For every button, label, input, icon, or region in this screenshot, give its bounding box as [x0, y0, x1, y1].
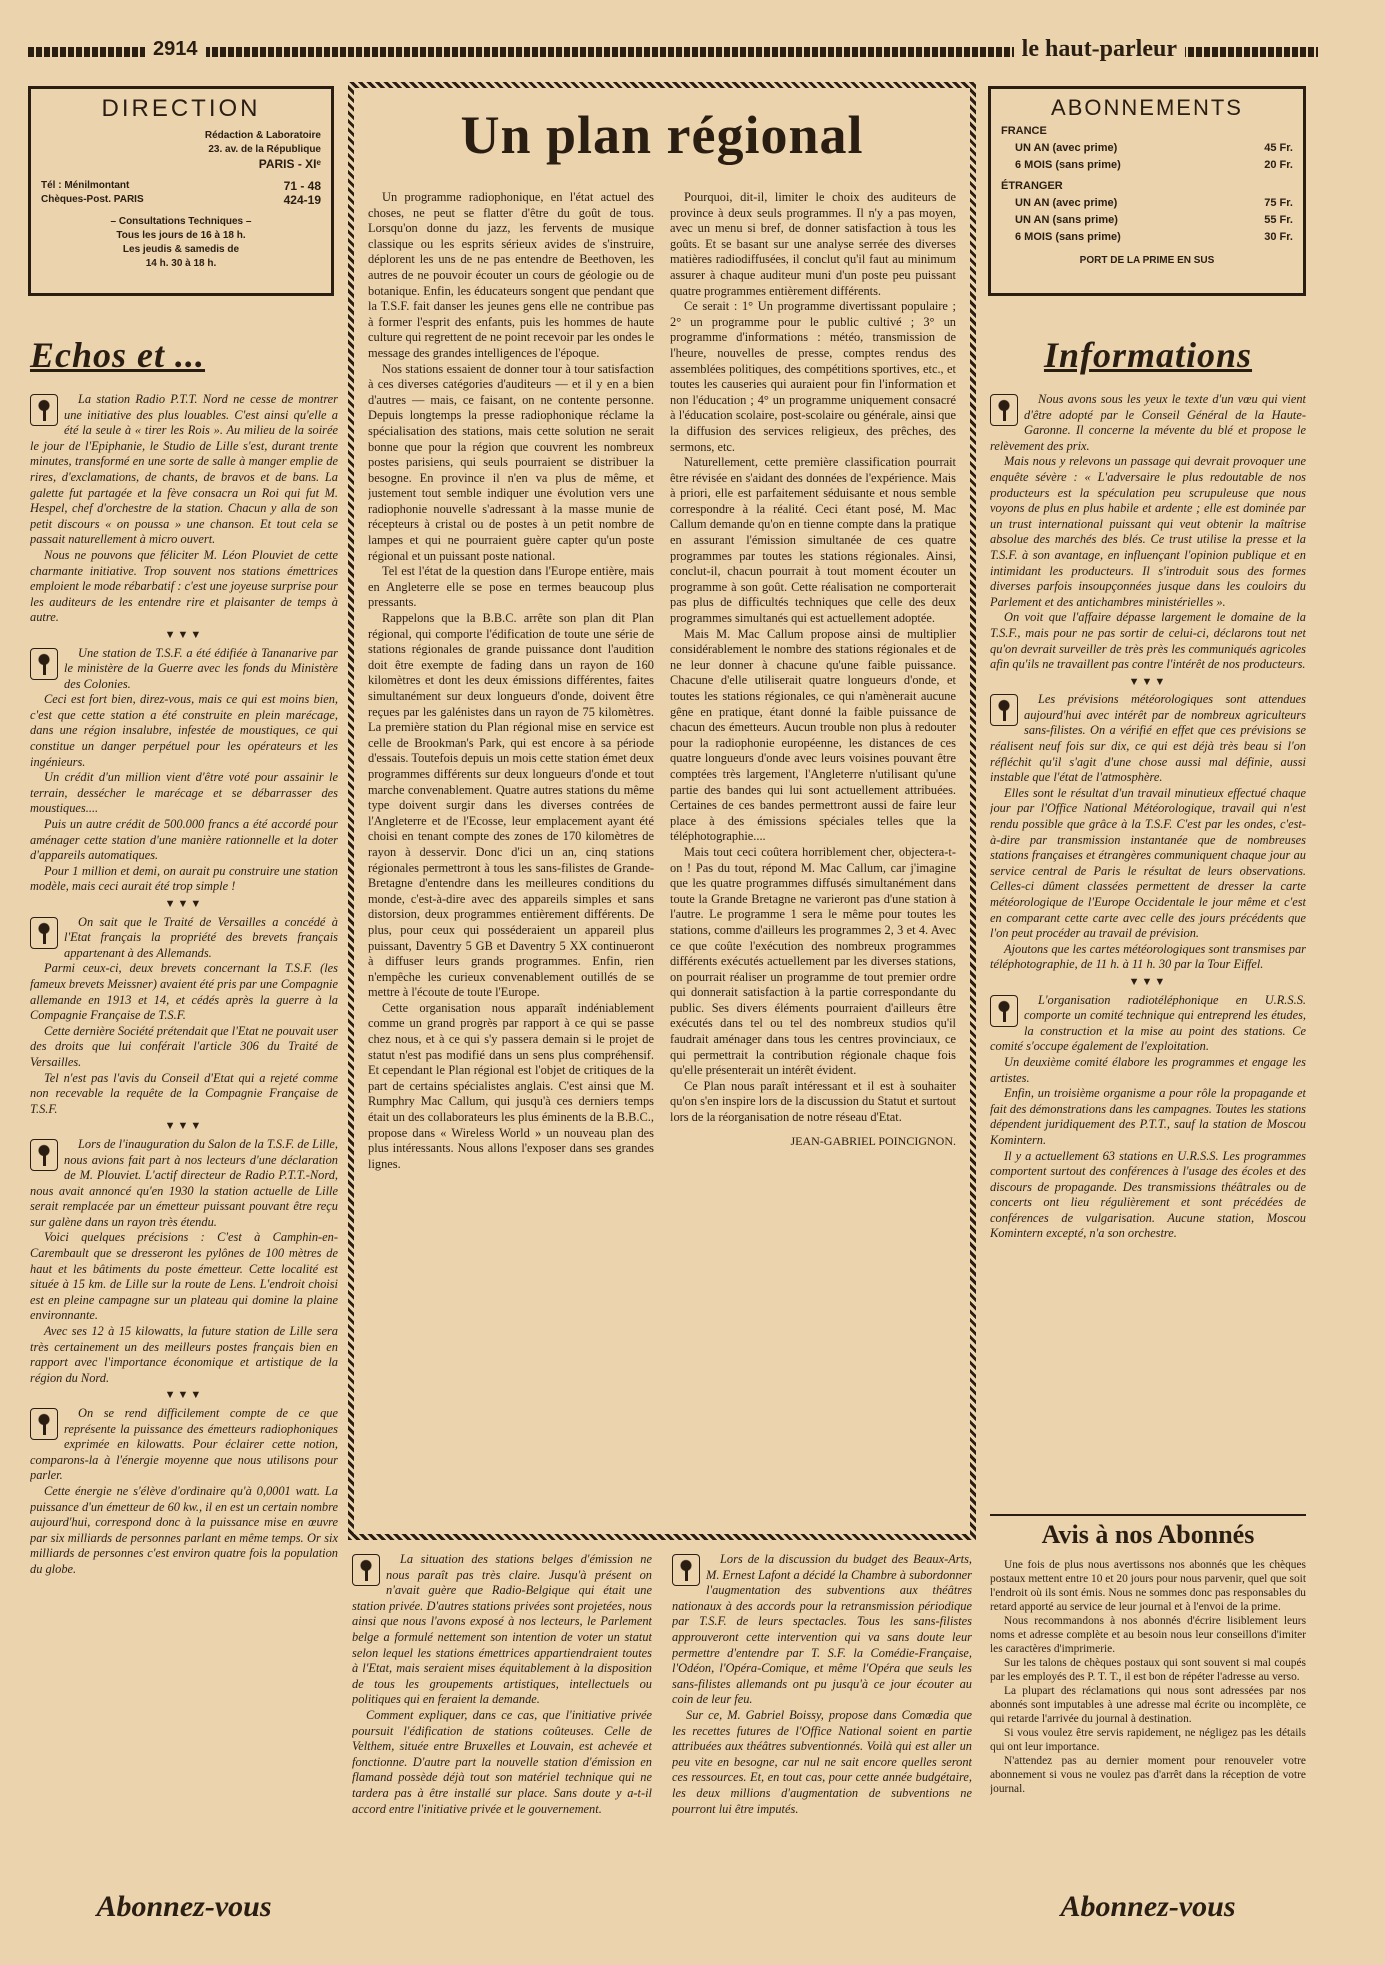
separator: ▼▼▼ — [164, 1389, 204, 1402]
echos-paragraph: Un crédit d'un million vient d'être voté pour assainir le terrain, dessécher le marécage et se débarrasser des moustiques.... — [30, 770, 338, 816]
article-paragraph: Mais M. Mac Callum propose ainsi de multiplier considérablement le nombre des stations régionales et de ne leur donner à chacune qu'une faible puissance. Chacune d'elle utiliserait quatre longueurs d'onde, et toutes les stations régionales, ce qui n'amènerait aucune gêne en pratique, étant donné la faible puissance de chacun des émetteurs. Aucun trouble non plus à redouter pour la radiophonie européenne, les distances de ces quatre longueurs d'onde avec leurs voisines pouvant être comptées très largement, l'Angleterre n'utilisant qu'une partie des bandes qui lui sont actuellement attribuées. Certaines de ces bandes permettront aussi de faire leur place à des émissions spéciales telles que la téléphotographie.... — [670, 626, 956, 844]
echos-paragraph: Lors de l'inauguration du Salon de la T.S.F. de Lille, nous avions fait part à nos lecteurs d'une déclaration de M. Plouviet. L'actif directeur de Radio P.T.T.-Nord, nous avait annoncé qu'en 1930 la station actuelle de Lille serait remplacée par un émetteur puissant pouvant être reçu sur galène dans un rayon très étendu. — [30, 1136, 338, 1229]
cheques-label: Chèques-Post. PARIS — [41, 194, 144, 205]
speaker-icon — [30, 648, 58, 680]
echos-column — [30, 392, 338, 1880]
fr-row-price: 20 Fr. — [1264, 159, 1293, 171]
separator: ▼▼▼ — [1128, 675, 1168, 688]
consult-title: – Consultations Techniques – — [110, 216, 252, 227]
speaker-icon — [30, 394, 58, 426]
echos-paragraph: Ceci est fort bien, direz-vous, mais ce qui est moins bien, c'est que cette station a été construite en plein marécage, dans une région insalubre, infestée de moustiques, ce qui constitue un danger perpétuel pour les opérateurs et les ingénieurs. — [30, 692, 338, 769]
speaker-icon — [990, 995, 1018, 1027]
et-row-label: UN AN (avec prime) — [1015, 197, 1118, 209]
article-col-2 — [670, 190, 956, 1520]
abonnements-title: ABONNEMENTS — [1051, 95, 1243, 120]
article-col-1 — [368, 190, 654, 1520]
avis-paragraph: Sur les talons de chèques postaux qui sont souvent si mal coupés par les employés des P. T. T., il est bon de répéter l'adresse au verso. — [990, 1657, 1306, 1683]
article-paragraph: Ce serait : 1° Un programme divertissant populaire ; 2° un programme pour le public cultivé ; 3° un programme d'informations : météo, transmission de l'heure, nouvelles de presse, comptes rendus des assemblées politiques, des compétitions sportives, etc., et toutes les causeries qui auraient pour fin l'information et non l'éducation ; 4° un programme uniquement consacré à l'éducation scolaire, post-scolaire ou générale, ainsi que la diffusion des services religieux, des prêches, des sermons, etc. — [670, 299, 956, 454]
speaker-icon — [30, 917, 58, 949]
et-row-price: 75 Fr. — [1264, 197, 1293, 209]
speaker-icon — [672, 1554, 700, 1586]
infos-heading — [990, 334, 1306, 376]
direction-line2: 23. av. de la République — [208, 144, 321, 155]
infos-column — [990, 392, 1306, 1508]
avis-paragraph: Une fois de plus nous avertissons nos abonnés que les chèques postaux mettent entre 10 et 20 jours pour nous parvenir, quel que soit l'endroit où ils sont émis. Nous ne sommes donc pas responsables du retard apporté au service de leur journal et à l'envoi de la prime. — [990, 1559, 1306, 1613]
echos-paragraph: Une station de T.S.F. a été édifiée à Tananarive par le ministère de la Guerre avec les fonds du Ministère des Colonies. — [64, 645, 338, 691]
article-paragraph: Rappelons que la B.B.C. arrête son plan dit Plan régional, qui comporte l'édification de toute une série de stations régionales de grande puissance dont l'audition doit être exempte de fading dans un rayon de 160 kilomètres et dont les deux émissions différentes, faites simultanément sur deux longueurs d'onde, doivent être reçues par les galénistes dans un rayon de 75 kilomètres. La première station du Plan régional mise en service est celle de Brookman's Park, qui est encore à sa période d'essais. Toutefois depuis un mois cette station émet deux programmes différents sur deux longueurs d'onde et tout marche convenablement. Quatre autres stations du même type doivent surgir dans les diverses contrées de l'Angleterre et de l'Ecosse, leur emplacement ayant été choisi en tenant compte des zones de 170 kilomètres de rayon à desservir. Donc d'ici un an, cinq stations régionales permettront à tous les sans-filistes de Grande-Bretagne d'entendre dans les meilleures conditions du monde, c'est-à-dire avec des appareils simples et sans distorsion, deux programmes entièrement différents. De plus, pour ceux qui posséderaient un appareil plus puissant, Daventry 5 GB et Daventry 5 XX continueront à diffuser leurs grands programmes. Enfin, rien n'empêche les curieux convenablement outillés de se mettre à l'écoute de toute l'Europe. — [368, 611, 654, 1000]
speaker-icon — [352, 1554, 380, 1586]
et-row-price: 30 Fr. — [1264, 231, 1293, 243]
echos-paragraph: La station Radio P.T.T. Nord ne cesse de montrer une initiative des plus louables. C'est ainsi qu'elle a été la seule à « tirer les Rois ». Au milieu de la soirée le jour de l'Epiphanie, le Studio de Lille s'est, durant trente minutes, transformé en une sorte de salle à manger emplie de rires, d'exclamations, de chants, de bravos et de bans. La galette fut partagée et la fève consacra un Roi qui fut M. Hespel, chef d'orchestre de la station. Chacun y alla de son petit discours « on poussa » une chanson. Et tout cela se passait naturellement à micro ouvert. — [30, 392, 338, 547]
journal-name: le haut-parleur — [1014, 36, 1185, 63]
france-label: FRANCE — [1001, 125, 1047, 137]
avis-paragraph: La plupart des réclamations qui nous sont adressées par nos abonnés sont imputables à une adresse mal écrite ou incomplète, ce qui retarde l'arrivée du journal à destination. — [990, 1685, 1306, 1725]
avis-paragraph: Nous recommandons à nos abonnés d'écrire lisiblement leurs noms et adresse complète et au besoin nous leur conseillons d'imiter les caractères d'imprimerie. — [990, 1615, 1306, 1655]
direction-line3: PARIS - XIᵉ — [258, 157, 321, 171]
avis-paragraph: Si vous voulez être servis rapidement, ne négligez pas les détails qui ont leur importance. — [990, 1727, 1306, 1753]
infos-paragraph: Elles sont le résultat d'un travail minutieux effectué chaque jour par l'Office National Météorologique, travail qui n'est rendu possible que grâce à la T.S.F. C'est par les ondes, c'est-à-dire par transmission instantanée que de nombreuses stations françaises et étrangères communiquent chaque jour au service central de Paris le résultat de leurs observations. Celles-ci dûment classées permettent de dresser la carte météorologique de l'Europe Occidentale le jour même et c'est en comparant cette carte avec celle des jours précédents que l'on peut procéder au travail de prévision. — [990, 785, 1306, 941]
bottom-col-2 — [672, 1552, 972, 1932]
abonnements-box — [988, 86, 1306, 296]
direction-box — [28, 86, 334, 296]
direction-line1: Rédaction & Laboratoire — [204, 130, 321, 141]
bottom-paragraph: Lors de la discussion du budget des Beaux-Arts, M. Ernest Lafont a décidé la Chambre à subordonner l'augmentation des subventions aux théâtres nationaux à des accords pour la retransmission périodique par T.S.F. de leurs spectacles. Tous les sans-filistes approuveront cette intervention qui va sans doute leur permettre d'entendre par T. S.F. la Comédie-Française, l'Odéon, l'Opéra-Comique, et même l'Opéra que seuls les sans-filistes allemands ont pu jusqu'à ce jour écouter au coin de leur feu. — [672, 1552, 972, 1707]
fr-row-label: UN AN (avec prime) — [1015, 142, 1118, 154]
separator: ▼▼▼ — [164, 898, 204, 910]
echos-paragraph: Pour 1 million et demi, on aurait pu construire une station modèle, mais ceci aurait été trop simple ! — [30, 863, 338, 894]
fr-row-price: 45 Fr. — [1264, 142, 1293, 154]
echos-paragraph: Voici quelques précisions : C'est à Camphin-en-Carembault que se dresseront les pylônes de 100 mètres de haut et les bâtiments du poste émetteur. Cette localité est située à 15 km. de Lille sur la route de Lens. L'endroit choisi est en pleine campagne sur un plateau qui domine la plaine environnante. — [30, 1230, 338, 1323]
article-paragraph: Naturellement, cette première classification pourrait être révisée en s'aidant des données de l'expérience. Mais à priori, elle est parfaitement séduisante et nous semble correspondre à la réalité. Ceci étant posé, M. Mac Callum demande qu'on en tienne compte dans la pratique en assurant l'émission simultanée de ces quatre programmes par toutes les stations régionales. Ainsi, conclut-il, chacun pourrait à tout moment écouter un programme à son goût. Cette réalisation ne comporterait pas plus de difficultés techniques que celle des deux programmes simultanés qui est actuellement adoptée. — [670, 455, 956, 626]
speaker-icon — [30, 1408, 58, 1440]
bottom-paragraph: La situation des stations belges d'émission ne nous paraît pas très claire. Jusqu'à présent on n'avait guère que Radio-Belgique qui était une station privée. D'autres stations privées sont projetées, nous ainsi que nous l'avons exposé à nos lecteurs, le Parlement belge a formulé nettement son intention de voter un statut selon lequel les stations émettrices appartiendraient toutes à l'Etat, mais seraient mises équitablement à la disposition de tous les groupements artistiques, intellectuels ou politiques qui en feraient la demande. — [352, 1552, 652, 1707]
et-row-label: 6 MOIS (sans prime) — [1015, 231, 1121, 243]
infos-paragraph: Enfin, un troisième organisme a pour rôle la propagande et fait des démonstrations dans les campagnes. Toutes les stations dépendent juridiquement des P.T.T., sauf la station de Moscou Komintern. — [990, 1086, 1306, 1147]
echos-paragraph: Tel n'est pas l'avis du Conseil d'Etat qui a rejeté comme non recevable la requête de la Compagnie Française de T.S.F. — [30, 1070, 338, 1116]
et-row-label: UN AN (sans prime) — [1015, 214, 1118, 226]
echos-paragraph: On sait que le Traité de Versailles a concédé à l'Etat français la propriété des brevets français appartenant à des Allemands. — [64, 914, 338, 960]
article-signature: JEAN-GABRIEL POINCIGNON. — [790, 1133, 956, 1148]
etranger-label: ÉTRANGER — [1001, 180, 1063, 192]
et-row-price: 55 Fr. — [1264, 214, 1293, 226]
echos-paragraph: Nous ne pouvons que féliciter M. Léon Plouviet de cette charmante initiative. Trop souvent nos stations émettrices emploient le mode rébarbatif : c'est une joyeuse surprise pour les auditeurs de les entendre rire et plaisanter de temps à autre. — [30, 547, 338, 625]
consult-line3: 14 h. 30 à 18 h. — [145, 258, 217, 269]
separator: ▼▼▼ — [164, 1120, 204, 1133]
echos-paragraph: Avec ses 12 à 15 kilowatts, la future station de Lille sera très certainement un des meilleurs postes français bien en rapport avec l'importance économique et artistique de la région du Nord. — [30, 1324, 338, 1385]
consult-line2: Les jeudis & samedis de — [122, 244, 240, 255]
article-title: Un plan régional — [460, 105, 864, 165]
tel-value: 71 - 48 — [283, 179, 321, 193]
speaker-icon — [990, 694, 1018, 726]
port-note: PORT DE LA PRIME EN SUS — [1079, 255, 1215, 266]
separator: ▼▼▼ — [1128, 975, 1168, 988]
article-paragraph: Cette organisation nous apparaît indéniablement comme un grand progrès par rapport à ce qui se passe chez nous, et à ce qui s'y passera demain si le projet de statut n'est pas modifié dans un sens plus compréhensif. Et cependant le Plan régional est l'objet de critiques de la part de certains spécialistes anglais. C'est ainsi que M. Rumphry Mac Callum, qui jusqu'à ces derniers temps était un des collaborateurs les plus éminents de la B.B.C., propose dans « Wireless World » un nouveau plan des plus intéressants. Nous allons l'exposer dans ses grandes lignes. — [368, 1000, 654, 1171]
infos-paragraph: Mais nous y relevons un passage qui devrait provoquer une enquête sévère : « L'adversaire le plus redoutable de nos producteurs est la spéculation peu scrupuleuse que nous voyons de plus en plus habile et ardente ; elle est dominée par un trust international puissant qui veut obtenir la maîtrise absolue des marchés des blés. Ce trust utilise la presse et la T.S.F. à son avantage, en influençant l'opinion publique et en intimidant les producteurs. Il s'introduit sous des formes diverses parfois insoupçonnées jusque dans les couloirs du Parlement et des antichambres ministérielles ». — [990, 454, 1306, 609]
avis-title: Avis à nos Abonnés — [1041, 1520, 1255, 1549]
bottom-col-1 — [352, 1552, 652, 1932]
echos-paragraph: Puis un autre crédit de 500.000 francs a été accordé pour aménager cette station d'une manière rationnelle et la doter d'appareils automatiques. — [30, 817, 338, 863]
infos-paragraph: On voit que l'affaire dépasse largement le domaine de la T.S.F., mais pour ne pas sortir de celui-ci, déclarons tout net qu'on devrait surveiller de très près les communiqués agricoles afin qu'ils ne travaillent pas contre l'intérêt de nos producteurs. — [990, 610, 1306, 672]
echos-paragraph: Cette énergie ne s'élève d'ordinaire qu'à 0,0001 watt. La puissance d'un émetteur de 60 kw., il en est un certain nombre aujourd'hui, correspond donc à la puissance mise en œuvre par six milliards de personnes parlant en même temps. Or six milliards de personnes c'est environ quatre fois la population du globe. — [30, 1483, 338, 1576]
infos-paragraph: Il y a actuellement 63 stations en U.R.S.S. Les programmes comportent surtout des conférences à l'usage des écoles et des discours de propagande. Des transmissions théâtrales ou de concerts ont lieu régulièrement et sont précédées de conférences de vulgarisation. Aucune station, Moscou Komintern excepté, n'a son orchestre. — [990, 1148, 1306, 1241]
echos-paragraph: On se rend difficilement compte de ce que représente la puissance des émetteurs radiophoniques exprimée en kilowatts. Pour éclairer cette notion, comparons-la à l'énergie moyenne que nous utilisons pour parler. — [30, 1406, 338, 1483]
infos-paragraph: Nous avons sous les yeux le texte d'un vœu qui vient d'être adopté par le Conseil Général de la Haute-Garonne. Il concerne la mévente du blé et propose le relèvement des prix. — [990, 392, 1306, 453]
bottom-paragraph: Comment expliquer, dans ce cas, que l'initiative privée poursuit l'édification de stations coûteuses. Celle de Velthem, située entre Bruxelles et Louvain, est achevée et fonctionne. D'autre part la nouvelle station d'émission en flamand possède déjà tout son matériel technique qui ne tardera pas à être installé sur place. Sans doute y a-t-il accord entre l'initiative privée et le gouvernement. — [352, 1707, 652, 1816]
article-paragraph: Tel est l'état de la question dans l'Europe entière, mais en Angleterre elle se pose en termes beaucoup plus pressants. — [368, 564, 654, 610]
article-paragraph: Pourquoi, dit-il, limiter le choix des auditeurs de province à deux seuls programmes. Il n'y a pas moyen, avec un menu si bref, de donner satisfaction à tous les goûts. Et se basant sur une analyse serrée des diverses matières radiodiffusées, il conclut qu'il faut au minimum assurer à chaque auditeur muni d'un poste peu puissant quatre programmes entièrement différents. — [670, 190, 956, 298]
separator: ▼▼▼ — [164, 628, 204, 641]
avis-section — [990, 1514, 1306, 1898]
avis-body — [990, 1558, 1306, 1898]
cheques-value: 424-19 — [283, 193, 321, 207]
infos-title: Informations — [1043, 335, 1253, 375]
echos-paragraph: Cette dernière Société prétendait que l'Etat ne pouvait user des droits que lui conférait l'article 306 du Traité de Versailles. — [30, 1023, 338, 1069]
abonnez-vous-left: Abonnez-vous — [96, 1890, 272, 1923]
fr-row-label: 6 MOIS (sans prime) — [1015, 159, 1121, 171]
main-article — [348, 82, 976, 1540]
consult-line1: Tous les jours de 16 à 18 h. — [116, 230, 246, 241]
speaker-icon — [990, 394, 1018, 426]
direction-title: DIRECTION — [101, 95, 261, 122]
infos-paragraph: Les prévisions météorologiques sont attendues aujourd'hui avec intérêt par de nombreux agriculteurs sans-filistes. On a vérifié en effet que ces prévisions se réalisent neuf fois sur dix, ce qui est déjà très beau si l'on réfléchit qu'il s'agit d'une chose aussi mal définie, aussi instable que l'état de l'atmosphère. — [990, 692, 1306, 785]
page-number: 2914 — [145, 38, 206, 61]
avis-paragraph: N'attendez pas au dernier moment pour renouveler votre abonnement si vous ne voulez pas d'arrêt dans la réception de votre journal. — [990, 1755, 1306, 1795]
article-paragraph: Nos stations essaient de donner tour à tour satisfaction à ces diverses catégories d'auditeurs — et il y en a bien d'autres — mais, ce faisant, on ne contente personne. Depuis longtemps la presse radiophonique réclame la spécialisation des stations, mais cette solution ne serait bonne que pour la région que couvrent les nombreux postes parisiens, qui seuls pourraient se distribuer la besogne. En province il n'en va plus de même, et justement tout semble indiquer une évolution vers une radiophonie nouvelle s'adressant à la masse munie de récepteurs à cristal ou de postes à un petit nombre de lampes et qui ne pourraient guère capter qu'un poste régional et un puissant poste national. — [368, 361, 654, 563]
article-paragraph: Mais tout ceci coûtera horriblement cher, objectera-t-on ! Pas du tout, répond M. Mac Callum, car j'imagine que les quatre programmes diffusés simultanément dans toute la Grande Bretagne ne varieront pas d'une station à l'autre. Le programme 1 sera le même pour toutes les stations, comme d'ailleurs les programmes 2, 3 et 4. Avec ce que coûte l'exécution des nombreux programmes différents exécutés actuellement par les diverses stations, on pourrait réaliser un programme de tout premier ordre qui donnerait satisfaction à la partie correspondante du public. Ses divers éléments pourraient d'ailleurs être exécutés dans tel ou tel des nombreux studios qu'il faudrait aménager dans tous les centres provinciaux, ce qui permettrait la contribution régionale chaque fois qu'elle présenterait un intérêt évident. — [670, 844, 956, 1078]
bottom-paragraph: Sur ce, M. Gabriel Boissy, propose dans Comœdia que les recettes futures de l'Office National soient en partie attribuées aux théâtres subventionnés. Voilà qui est aller un peu vite en besogne, car nul ne sait encore quelles seront ces ressources. Et, en tout cas, pour cette année budgétaire, les deux millions d'augmentation de subventions ne pourront lui être imputés. — [672, 1707, 972, 1816]
tel-label: Tél : Ménilmontant — [41, 180, 130, 191]
echos-heading — [30, 334, 338, 376]
speaker-icon — [30, 1139, 58, 1171]
echos-paragraph: Parmi ceux-ci, deux brevets concernant la T.S.F. (les fameux brevets Meissner) avaient été pris par une Compagnie allemande en 1913 et 14, et cédés après la guerre à la Compagnie Française de T.S.F. — [30, 961, 338, 1023]
article-paragraph: Un programme radiophonique, en l'état actuel des choses, ne peut se flatter d'être du goût de tous. Lorsqu'on donne du jazz, les fervents de musique classique ou les esprits sérieux avides de s'instruire, déplorent les uns de ne pas entendre de Beethoven, les autres de ne pouvoir écouter un cours de géologie ou de botanique. Enfin, les éducateurs songent que pendant que la T.S.F. fait danser les jeunes gens elle ne contribue pas à former l'esprit des enfants, puis les hommes de haute culture qui regrettent de ne point recevoir par les ondes le message des grandes intelligences de l'époque. — [368, 190, 654, 360]
article-paragraph: Ce Plan nous paraît intéressant et il est à souhaiter qu'on s'en inspire lors de la discussion du Statut et surtout lors de la réorganisation de notre réseau d'Etat. — [670, 1078, 956, 1125]
echos-title: Echos et ... — [30, 335, 206, 375]
infos-paragraph: Un deuxième comité élabore les programmes et engage les artistes. — [990, 1054, 1306, 1085]
abonnez-vous-right: Abonnez-vous — [1060, 1890, 1236, 1923]
infos-paragraph: L'organisation radiotéléphonique en U.R.S.S. comporte un comité technique qui entreprend les études, la construction et la mise au point des stations. Ce comité s'occupe également de l'exploitation. — [990, 992, 1306, 1054]
infos-paragraph: Ajoutons que les cartes météorologiques sont transmises par téléphotographie, de 11 h. à 11 h. 30 par la Tour Eiffel. — [990, 941, 1306, 972]
